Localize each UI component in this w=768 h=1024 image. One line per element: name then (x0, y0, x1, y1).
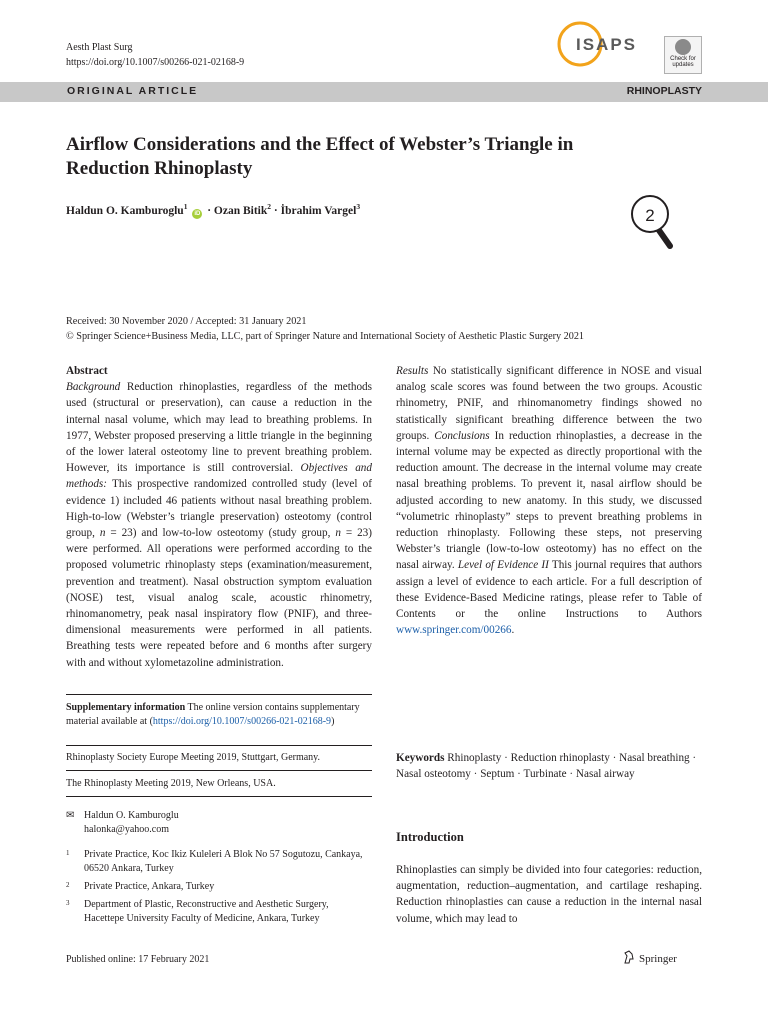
magnifier-number: 2 (645, 206, 655, 225)
springer-link[interactable]: www.springer.com/00266 (396, 624, 512, 637)
check-updates-label: Check for updates (670, 56, 696, 68)
received-accepted: Received: 30 November 2020 / Accepted: 31 January 2021 (66, 316, 307, 327)
keywords-label: Keywords (396, 752, 445, 764)
abstract-background: Background Reduction rhinoplasties, regardless of the methods used (structural or preservation), can cause a reduction in the internal nasal volume, which may lead to breathing problems. In 1977, Webster proposed preserving a little triangle in the beginning of the lower lateral osteotomy line to prevent breathing problem. However, its importance is still controversial. Objectives and methods: This prospective randomized controlled study (level of evidence 1) included 46 patients without nasal breathing problem. High-to-low (Webster’s triangle preservation) osteotomy (control group, n = 23) and low-to-low osteotomy (study group, n = 23) were performed. All operations were performed according to the proposed volumetric rhinoplasty steps (examination/measurement, prevention and treatment). Nasal obstruction symptom evaluation (NOSE) test, visual analog scale, acoustic rhinometry, rhinomanometry, peak nasal inspiratory flow (PNIF), and three-dimensional measurements were performed in all patients. Breathing tests were repeated before and 6 months after surgery with and without xylometazoline administration. (66, 381, 373, 669)
level-of-evidence-label: Level of Evidence II (457, 559, 549, 572)
springer-horse-icon (623, 950, 635, 967)
author-affiliation: 1 (183, 202, 188, 211)
journal-header (66, 40, 244, 70)
author-name[interactable]: Ozan Bitik (213, 204, 268, 217)
doi-link[interactable]: https://doi.org/10.1007/s00266-021-02168-9 (66, 57, 245, 68)
author-separator: · (207, 204, 212, 217)
corresponding-email[interactable]: halonka@yahoo.com (84, 824, 170, 835)
introduction-text: Rhinoplasties can simply be divided into four categories: reduction, augmentation, reduction–augmentation, and cartilage reshaping. Reduction rhinoplasties can cause a reduction in the internal nasal volume, which may lead to (396, 864, 702, 925)
published-online: Published online: 17 February 2021 (66, 954, 210, 965)
meeting-note-1: Rhinoplasty Society Europe Meeting 2019, Stuttgart, Germany. (66, 752, 321, 763)
journal-name: Aesth Plast Surg (66, 42, 133, 53)
abstract-continued: Results No statistically significant difference in NOSE and visual analog scale scores was found between the two groups. Acoustic rhinometry, PNIF, and rhinomanometry findings showed no statistically significant breathing difference between the two groups. Conclusions In reduction rhinoplasties, a decrease in the internal volume may be expected as directly proportional with the reduction amount. The decrease in the internal volume may create nasal breathing problems. To prevent it, nasal airflow should be adjusted according to new anatomy. In this study, we discussed “volumetric rhinoplasty” steps to prevent breathing problems in reduction rhinoplasty. Following these steps, not preserving Webster’s triangle (low-to-low osteotomy) has no effect on the nasal airway. Level of Evidence II This journal requires that authors assign a level of evidence to each article. For a full description of these Evidence-Based Medicine ratings, please refer to Table of Contents or the online Instructions to Authors www.springer.com/00266. (396, 365, 703, 637)
author-name[interactable]: Haldun O. Kamburoglu (66, 204, 184, 217)
supplementary-link[interactable]: https://doi.org/10.1007/s00266-021-02168-9 (152, 715, 332, 727)
orcid-icon[interactable]: iD (194, 210, 201, 217)
footnote-divider (66, 694, 372, 695)
article-title: Airflow Considerations and the Effect of Webster’s Triangle in Reduction Rhinoplasty (66, 134, 574, 179)
abstract-heading: Abstract (66, 365, 108, 377)
corresponding-author: Haldun O. Kamburoglu (84, 810, 179, 821)
author-name[interactable]: İbrahim Vargel (280, 204, 357, 217)
copyright-line: © Springer Science+Business Media, LLC, part of Springer Nature and International Society of Aesthetic Plastic Surgery 2021 (66, 331, 585, 342)
objectives-label: Objectives and methods: (66, 462, 372, 491)
supplementary-info: Supplementary information The online version contains supplementary material available at (https://doi.org/10.1007/s00266-021-02168-9) (66, 702, 360, 727)
isaps-logo (556, 18, 646, 74)
article-category: RHINOPLASTY (626, 85, 702, 97)
envelope-icon: ✉ (66, 810, 75, 821)
conclusions-label: Conclusions (434, 429, 490, 442)
keywords-list: Rhinoplasty · Reduction rhinoplasty · Nasal breathing · Nasal osteotomy · Septum · Turbinate · Nasal airway (396, 752, 697, 781)
footnote-divider (66, 796, 372, 797)
meeting-note-2: The Rhinoplasty Meeting 2019, New Orleans, USA. (66, 778, 276, 789)
section-bar (0, 82, 768, 102)
bookmark-icon (675, 39, 691, 55)
correspondence (66, 809, 179, 835)
magnifier-icon (628, 192, 674, 252)
article-type: ORIGINAL ARTICLE (67, 85, 199, 97)
author-affiliation: 2 (267, 202, 272, 211)
article-dates (66, 314, 584, 344)
abstract-left-column (66, 363, 372, 671)
abstract-right-column (396, 363, 702, 638)
check-for-updates-badge[interactable] (664, 36, 702, 74)
author-list (66, 202, 360, 219)
footnote-divider (66, 745, 372, 746)
keywords (396, 750, 702, 782)
springer-label: Springer (639, 952, 677, 965)
footnote-divider (66, 770, 372, 771)
author-separator: · (273, 204, 278, 217)
author-affiliation: 3 (356, 202, 361, 211)
introduction-heading: Introduction (396, 830, 464, 844)
springer-logo (623, 950, 677, 967)
isaps-logo-text: ISAPS (576, 35, 638, 54)
